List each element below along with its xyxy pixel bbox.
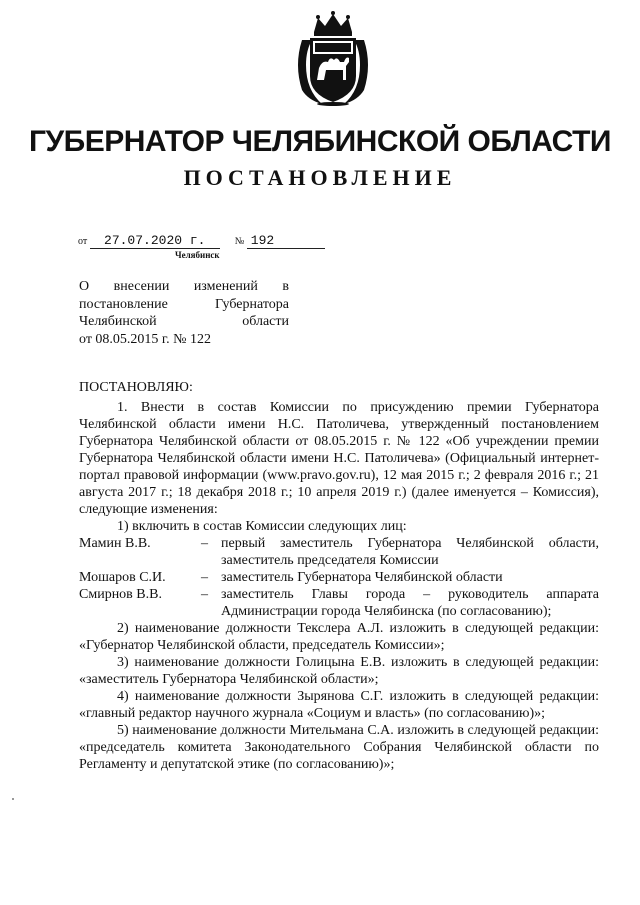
member-role: заместитель Главы города – руководитель аппарата Администрации города Челябинска (по согласованию); [221, 587, 599, 619]
subject-line: постановление Губернатора [79, 296, 289, 312]
document-body [79, 399, 599, 773]
decree-word: ПОСТАНОВЛЯЮ: [79, 380, 193, 395]
document-date: 27.07.2020 г. [90, 234, 220, 249]
paragraph-sub-1: 1) включить в состав Комиссии следующих лиц: [117, 519, 407, 534]
member-dash: – [201, 587, 208, 602]
document-type: ПОСТАНОВЛЕНИЕ [183, 165, 457, 190]
authority-title: ГУБЕРНАТОР ЧЕЛЯБИНСКОЙ ОБЛАСТИ [29, 125, 611, 158]
subject-line: О внесении изменений в [79, 279, 289, 294]
subject-line: Челябинской области [79, 314, 289, 329]
member-name: Смирнов В.В. [79, 587, 162, 602]
scan-speck [12, 798, 14, 800]
number-prefix: № [234, 236, 245, 247]
document-number: 192 [247, 234, 325, 249]
date-prefix: от [78, 236, 88, 247]
subject-line: от 08.05.2015 г. № 122 [79, 331, 211, 347]
paragraph-item-2: 2) наименование должности Текслера А.Л. изложить в следующей редакции: «Губернатор Челябинской области, председатель Комиссии»; [79, 621, 599, 653]
document-meta [78, 234, 325, 249]
member-dash: – [201, 570, 208, 585]
paragraph-item-5: 5) наименование должности Мительмана С.А. изложить в следующей редакции: «председатель комитета Законодательного Собрания Челябинской области по Регламенту и депутатской этике (по согласованию)»; [79, 723, 599, 772]
member-row [79, 569, 599, 586]
paragraph-item-4: 4) наименование должности Зырянова С.Г. изложить в следующей редакции: «главный редактор научного журнала «Социум и власть» (по согласованию)»; [79, 689, 599, 721]
city-label: Челябинск [175, 250, 220, 260]
paragraph-item-1: 1. Внести в состав Комиссии по присуждению премии Губернатора Челябинской области имени Н.С. Патоличева, утвержденный постановлением Губернатора Челябинской области от 08.05.2015 г. № 122 «Об учреждении премии Губернатора Челябинской области имени Н.С. Патоличева» (Официальный интернет-портал правовой информации (www.pravo.gov.ru), 12 мая 2015 г.; 2 февраля 2016 г.; 21 августа 2017 г.; 18 декабря 2018 г.; 10 апреля 2019 г.) (далее именуется – Комиссия), следующие изменения: [79, 400, 599, 517]
member-name: Мошаров С.И. [79, 570, 166, 585]
document-subject [79, 278, 289, 348]
member-row [79, 535, 599, 569]
member-name: Мамин В.В. [79, 536, 151, 551]
member-dash: – [201, 536, 208, 551]
paragraph-item-3: 3) наименование должности Голицына Е.В. изложить в следующей редакции: «заместитель Губернатора Челябинской области»; [79, 655, 599, 687]
member-role: заместитель Губернатора Челябинской области [221, 570, 503, 585]
member-role: первый заместитель Губернатора Челябинской области, заместитель председателя Комиссии [221, 536, 599, 568]
chelyabinsk-oblast-coat-of-arms-icon [292, 10, 374, 108]
member-row [79, 586, 599, 620]
